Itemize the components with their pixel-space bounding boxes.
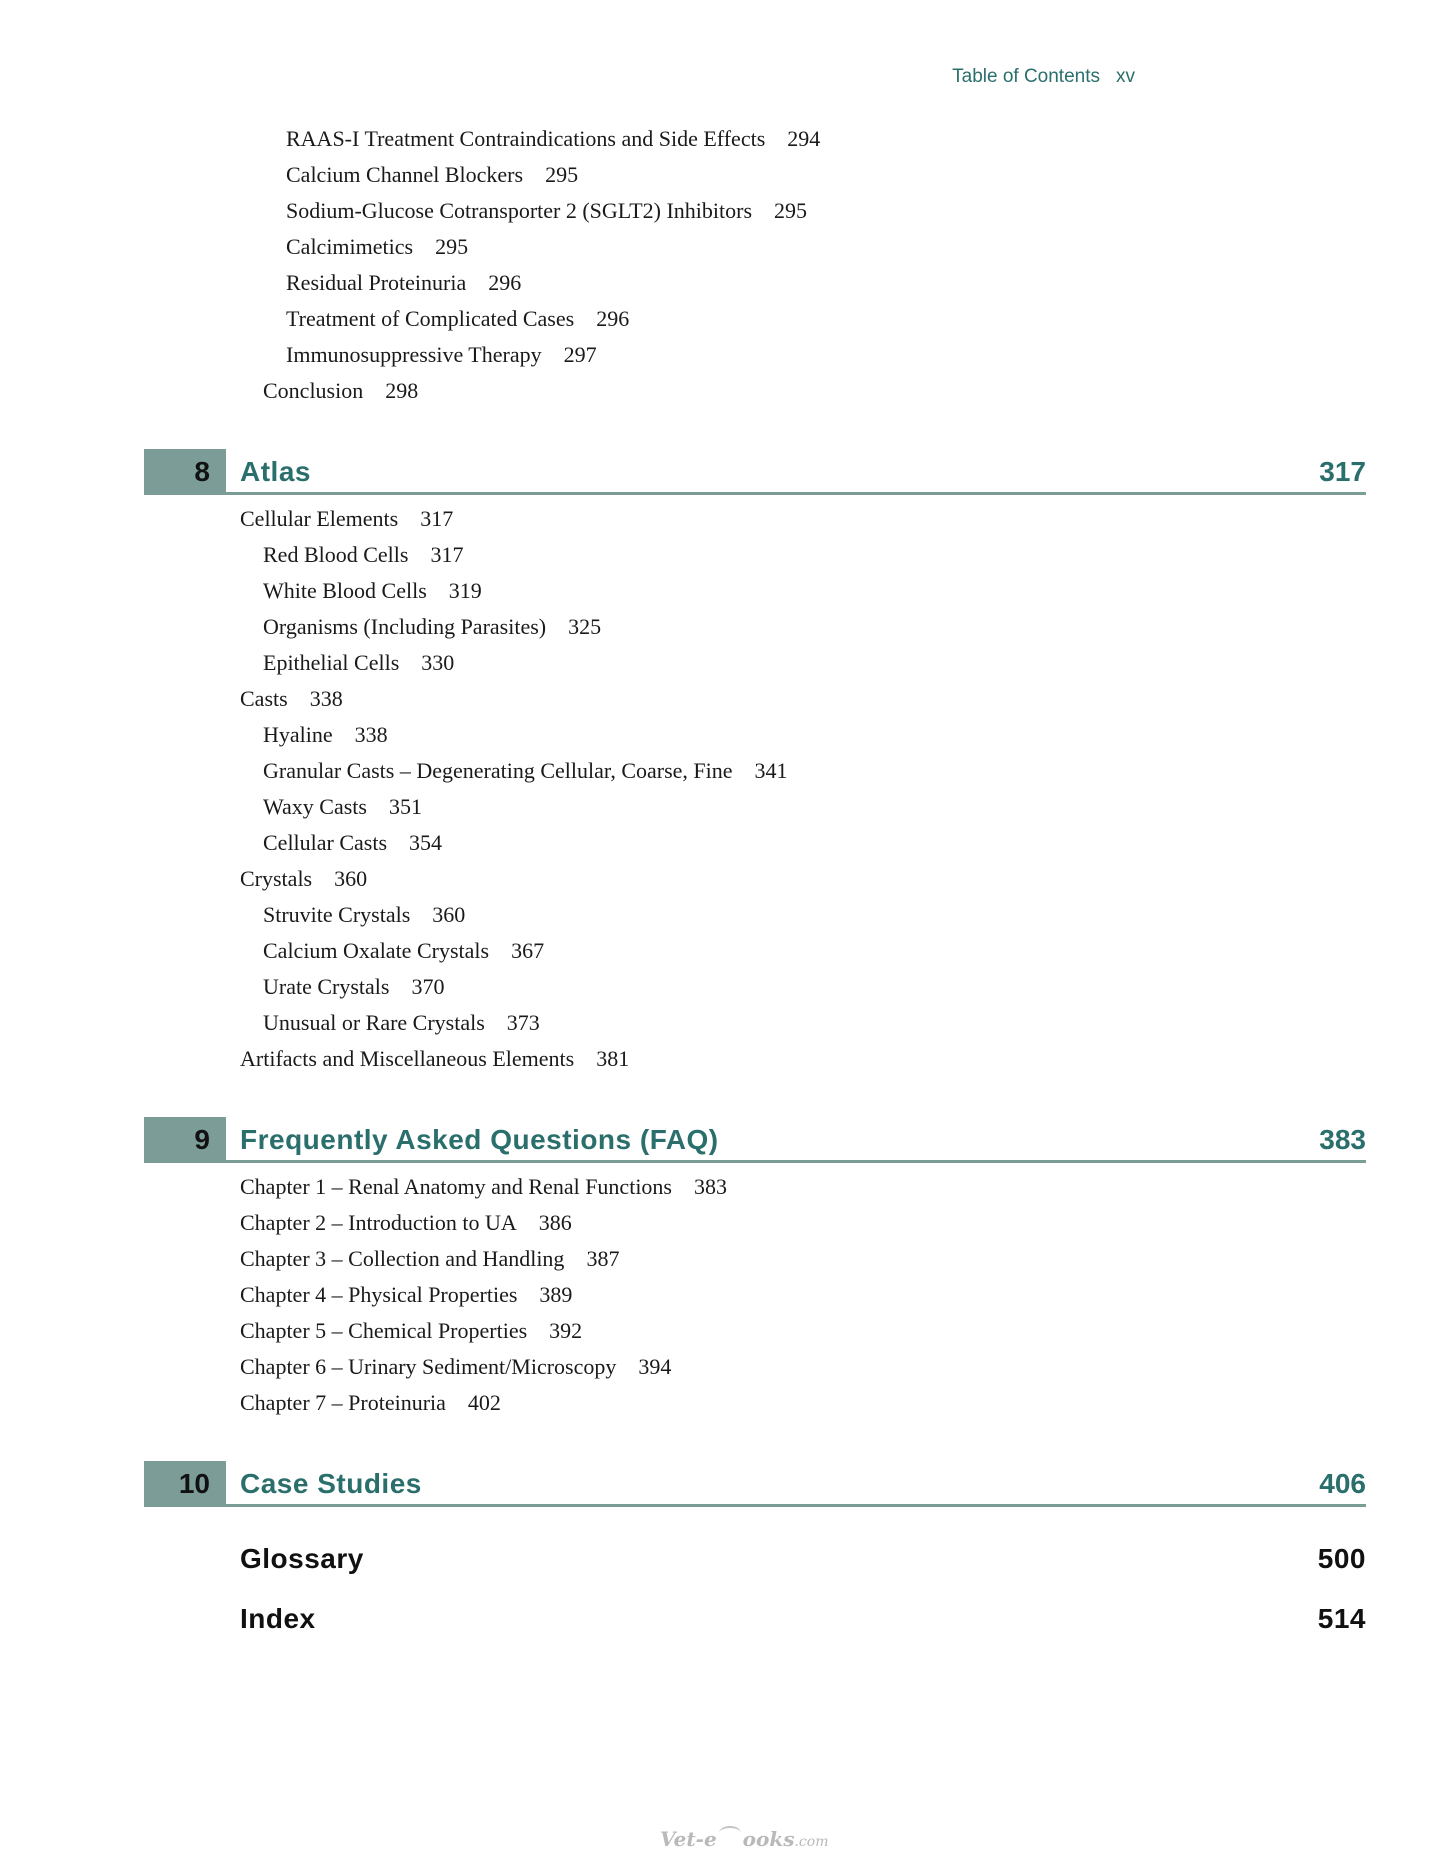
toc-entry-label: Chapter 5 – Chemical Properties (240, 1318, 528, 1343)
toc-entry-label: Struvite Crystals (263, 902, 411, 927)
open-book-icon (719, 1826, 741, 1840)
toc-entry-label: Calcium Channel Blockers (286, 162, 524, 187)
toc-entry-label: Urate Crystals (263, 974, 390, 999)
toc-entry-page: 360 (334, 866, 368, 891)
toc-entry-page: 392 (549, 1318, 583, 1343)
watermark-domain: .com (794, 1834, 829, 1850)
toc-entry-page: 370 (411, 974, 445, 999)
chapter-number: 10 (144, 1461, 226, 1507)
toc-entry-label: Red Blood Cells (263, 542, 409, 567)
toc-entry[interactable] (240, 866, 367, 892)
toc-entry-label: Chapter 2 – Introduction to UA (240, 1210, 517, 1235)
backmatter-page: 500 (1317, 1543, 1366, 1574)
toc-entry-page: 319 (448, 578, 482, 603)
toc-entry[interactable] (263, 938, 544, 964)
toc-entry[interactable] (263, 830, 442, 856)
toc-entry[interactable] (240, 1318, 582, 1344)
toc-entry-label: Chapter 1 – Renal Anatomy and Renal Functions (240, 1174, 672, 1199)
toc-entry[interactable] (263, 650, 454, 676)
toc-entry-label: Chapter 6 – Urinary Sediment/Microscopy (240, 1354, 617, 1379)
toc-entry-page: 298 (385, 378, 419, 403)
toc-entry[interactable] (240, 506, 453, 532)
toc-entry[interactable] (286, 342, 597, 368)
toc-entry[interactable] (240, 1210, 572, 1236)
toc-entry-page: 296 (488, 270, 522, 295)
running-head-title: Table of Contents (952, 66, 1100, 87)
toc-entry[interactable] (286, 270, 521, 296)
chapter-title: Atlas (240, 456, 311, 487)
toc-entry-page: 383 (694, 1174, 727, 1199)
toc-entry-label: Immunosuppressive Therapy (286, 342, 542, 367)
toc-entry-page: 354 (409, 830, 443, 855)
toc-entry[interactable] (263, 378, 418, 404)
chapter-number: 8 (144, 449, 226, 495)
backmatter-index[interactable] (240, 1603, 1366, 1643)
toc-entry-label: Residual Proteinuria (286, 270, 467, 295)
toc-entry-page: 341 (754, 758, 788, 783)
running-head (952, 66, 1135, 88)
toc-entry[interactable] (286, 126, 820, 152)
toc-entry-page: 330 (421, 650, 455, 675)
toc-entry[interactable] (286, 162, 578, 188)
toc-entry-page: 295 (774, 198, 808, 223)
chapter-page: 383 (1319, 1124, 1366, 1155)
toc-entry[interactable] (240, 1390, 501, 1416)
toc-entry[interactable] (263, 794, 422, 820)
toc-entry-label: Crystals (240, 866, 313, 891)
toc-entry-label: Hyaline (263, 722, 333, 747)
chapter-page: 317 (1319, 456, 1366, 487)
toc-entry-page: 325 (568, 614, 602, 639)
toc-entry-label: Chapter 3 – Collection and Handling (240, 1246, 565, 1271)
toc-entry-page: 351 (388, 794, 422, 819)
toc-entry-page: 296 (596, 306, 630, 331)
chapter-rule (226, 492, 1366, 495)
toc-entry-page: 338 (309, 686, 343, 711)
toc-entry-label: Conclusion (263, 378, 364, 403)
toc-entry-label: Waxy Casts (263, 794, 367, 819)
toc-entry-page: 394 (638, 1354, 672, 1379)
toc-entry-label: Sodium-Glucose Cotransporter 2 (SGLT2) Inhibitors (286, 198, 753, 223)
toc-entry-label: Artifacts and Miscellaneous Elements (240, 1046, 575, 1071)
toc-entry-page: 387 (586, 1246, 620, 1271)
toc-entry[interactable] (240, 1046, 629, 1072)
toc-entry-label: White Blood Cells (263, 578, 427, 603)
toc-entry-page: 386 (538, 1210, 572, 1235)
toc-entry[interactable] (263, 758, 788, 784)
toc-entry[interactable] (240, 1246, 619, 1272)
toc-entry[interactable] (240, 1174, 727, 1200)
toc-entry-page: 367 (511, 938, 545, 963)
toc-entry[interactable] (263, 974, 444, 1000)
chapter-title: Case Studies (240, 1468, 422, 1499)
toc-entry[interactable] (240, 1282, 572, 1308)
watermark-logo (660, 1826, 828, 1852)
toc-entry[interactable] (286, 234, 468, 260)
toc-entry-page: 381 (596, 1046, 630, 1071)
toc-entry[interactable] (263, 722, 388, 748)
toc-entry[interactable] (263, 542, 463, 568)
chapter-page: 406 (1319, 1468, 1366, 1499)
toc-entry-label: Chapter 4 – Physical Properties (240, 1282, 518, 1307)
watermark-brand-left: Vet-e (660, 1827, 717, 1851)
toc-entry[interactable] (240, 686, 343, 712)
toc-entry[interactable] (286, 306, 629, 332)
toc-entry-page: 373 (506, 1010, 540, 1035)
chapter-title: Frequently Asked Questions (FAQ) (240, 1124, 719, 1155)
toc-entry-label: Calcium Oxalate Crystals (263, 938, 490, 963)
page-folio: xv (1116, 66, 1135, 87)
toc-entry-page: 389 (539, 1282, 573, 1307)
toc-entry-label: Chapter 7 – Proteinuria (240, 1390, 446, 1415)
toc-entry[interactable] (286, 198, 807, 224)
toc-entry-page: 295 (545, 162, 579, 187)
toc-entry-label: Cellular Elements (240, 506, 399, 531)
toc-entry-page: 294 (787, 126, 821, 151)
toc-entry[interactable] (263, 1010, 540, 1036)
toc-entry-page: 297 (563, 342, 597, 367)
chapter-number: 9 (144, 1117, 226, 1163)
backmatter-page: 514 (1317, 1603, 1366, 1634)
toc-entry-page: 402 (467, 1390, 501, 1415)
chapter-heading-10[interactable] (144, 1461, 1366, 1507)
toc-entry[interactable] (263, 614, 601, 640)
toc-entry-label: Epithelial Cells (263, 650, 400, 675)
toc-entry[interactable] (263, 902, 465, 928)
backmatter-title: Glossary (240, 1543, 364, 1574)
backmatter-glossary[interactable] (240, 1543, 1366, 1583)
chapter-heading-8[interactable] (144, 449, 1366, 495)
toc-entry-label: Treatment of Complicated Cases (286, 306, 575, 331)
toc-entry-label: Casts (240, 686, 288, 711)
toc-entry[interactable] (263, 578, 482, 604)
toc-entry-page: 295 (435, 234, 469, 259)
chapter-rule (226, 1160, 1366, 1163)
toc-entry-label: Granular Casts – Degenerating Cellular, Coarse, Fine (263, 758, 733, 783)
watermark-brand-right: ooks (742, 1827, 795, 1851)
chapter-rule (226, 1504, 1366, 1507)
toc-entry-label: Cellular Casts (263, 830, 388, 855)
chapter-heading-9[interactable] (144, 1117, 1366, 1163)
backmatter-title: Index (240, 1603, 316, 1634)
toc-entry-label: Calcimimetics (286, 234, 414, 259)
toc-entry-label: RAAS-I Treatment Contraindications and Side Effects (286, 126, 766, 151)
toc-entry-label: Organisms (Including Parasites) (263, 614, 547, 639)
toc-entry-page: 317 (420, 506, 454, 531)
toc-entry-page: 360 (432, 902, 466, 927)
toc-entry-page: 338 (354, 722, 388, 747)
toc-entry-page: 317 (430, 542, 464, 567)
toc-entry-label: Unusual or Rare Crystals (263, 1010, 485, 1035)
toc-entry[interactable] (240, 1354, 671, 1380)
